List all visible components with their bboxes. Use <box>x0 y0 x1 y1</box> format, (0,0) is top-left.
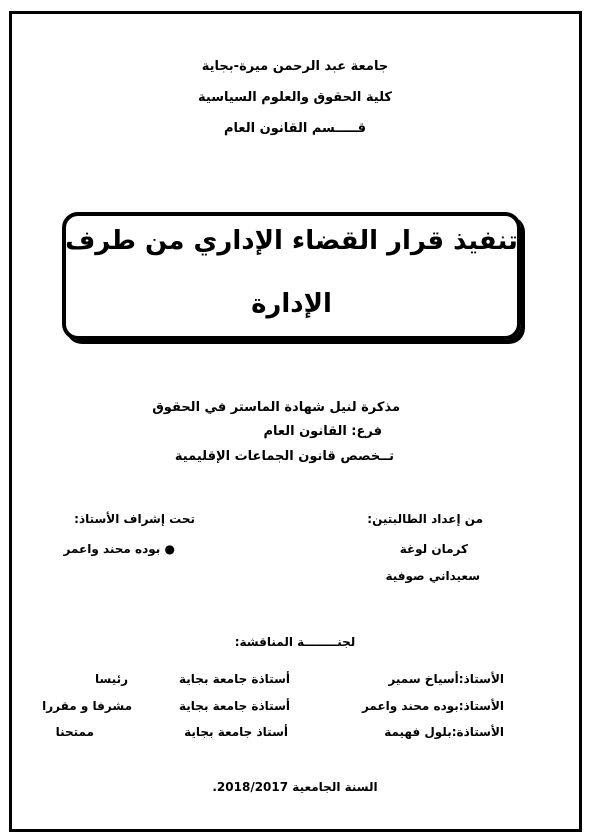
supervisor-label: تحت إشراف الأستاذ: <box>74 512 195 526</box>
committee-member-affiliation: أستاذ جامعة بجاية <box>184 725 288 739</box>
committee-member-name: الأستاذ:أسياخ سمير <box>388 672 504 686</box>
committee-member-name: الأستاذ:بوده محند واعمر <box>361 699 504 713</box>
faculty-name: كلية الحقوق والعلوم السياسية <box>198 90 392 105</box>
memo-line-3: تــخصص قانون الجماعات الإقليمية <box>174 449 394 464</box>
supervisor-row <box>60 542 175 556</box>
committee-label: لجنــــــــة المناقشة: <box>234 635 356 649</box>
department-name: قـــــسم القانون العام <box>224 121 366 136</box>
title-line-1: تنفيذ قرار القضاء الإداري من طرف <box>65 226 518 256</box>
university-name: جامعة عبد الرحمن ميرة-بجاية <box>201 59 389 74</box>
bullet-icon: ● <box>164 542 175 556</box>
committee-member-name: الأستاذة:بلول فهيمة <box>384 725 504 739</box>
student-name-2: سعيداني صوفية <box>385 569 480 583</box>
supervisor-name: بوده محند واعمر <box>63 542 161 556</box>
academic-year: السنة الجامعية 2018/2017. <box>212 780 378 794</box>
students-label: من إعداد الطالبتين: <box>367 512 483 526</box>
memo-line-1: مذكرة لنيل شهادة الماستر في الحقوق <box>152 400 400 415</box>
committee-member-role: ممتحنا <box>55 725 94 739</box>
title-line-2: الإدارة <box>251 289 332 319</box>
student-name-1: كرمان لوغة <box>399 542 468 556</box>
committee-member-affiliation: أستاذة جامعة بجاية <box>179 672 290 686</box>
memo-line-2: فرع: القانون العام <box>263 424 382 439</box>
committee-member-role: مشرفا و مقررا <box>42 699 132 713</box>
committee-member-role: رئيسا <box>94 672 128 686</box>
committee-member-affiliation: أستاذة جامعة بجاية <box>179 699 290 713</box>
